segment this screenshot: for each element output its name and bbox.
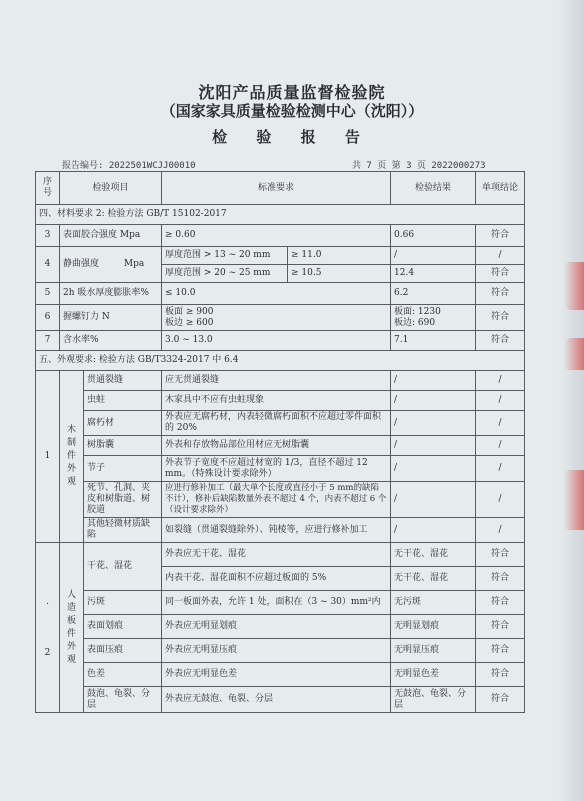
row-item: 鼓泡、龟裂、分层 [84,687,162,713]
row-seq: 7 [36,331,60,351]
category-char: 人 [66,589,76,600]
row-conclusion: / [476,518,525,543]
row-conclusion: 符合 [476,663,525,687]
row-item-unit: Mpa [123,259,145,269]
table-row [36,283,525,305]
row-standard: ≥ 0.60 [162,225,391,247]
page-count: 共 7 页 第 3 页 [352,161,426,171]
row-item: 干花、湿花 [84,543,162,591]
row-item: 表面胶合强度 Mpa [60,225,162,247]
row-seq: 5 [36,283,60,305]
row-item: 腐朽材 [84,411,162,436]
header-conclusion: 单项结论 [476,172,525,205]
row-item: 树脂囊 [84,436,162,456]
page-info [352,158,486,171]
row-standard: 外表应无鼓泡、龟裂、分层 [162,687,391,713]
row-conclusion: 符合 [476,283,525,305]
row-item: 污斑 [84,591,162,615]
row-item: 虫蛀 [84,391,162,411]
row-standard: 外表和存放物品部位用材应无树脂囊 [162,436,391,456]
table-row [36,331,525,351]
row-seq: 1 [36,371,60,543]
row-conclusion: 符合 [476,591,525,615]
row-conclusion: 符合 [476,305,525,331]
row-item: 含水率% [60,331,162,351]
row-result: 无明显色差 [391,663,476,687]
row-standard: 厚度范围 > 13 ~ 20 mm [162,247,288,265]
section-row [36,351,525,371]
header-standard: 标准要求 [162,172,391,205]
row-standard: 外表节子宽度不应超过材宽的 1/3，直径不超过 12 mm。（特殊设计要求除外） [162,456,391,482]
table-row [36,436,525,456]
row-result: / [391,436,476,456]
row-standard: 内表干花、湿花面积不应超过板面的 5% [162,567,391,591]
row-item: 其他轻微材质缺陷 [84,518,162,543]
seq-dot: . [46,596,49,607]
row-result: 无明显压痕 [391,639,476,663]
row-seq: 6 [36,305,60,331]
row-item: 表面划痕 [84,615,162,639]
row-result: 无明显划痕 [391,615,476,639]
row-standard: 应无贯通裂缝 [162,371,391,391]
row-result: / [391,371,476,391]
table-row [36,456,525,482]
row-conclusion: / [476,391,525,411]
section-appearance: 五、外观要求: 检验方法 GB/T3324-2017 中 6.4 [36,351,525,371]
row-result: / [391,482,476,518]
category-char: 造 [66,602,76,613]
row-result: / [391,247,476,265]
header-seq: 序号 [36,172,60,205]
row-standard-value: ≥ 11.0 [288,247,391,265]
row-result: / [391,411,476,436]
table-row [36,305,525,331]
result-face: 板面: 1230 [394,306,441,317]
row-standard-value: ≥ 10.5 [288,265,391,283]
row-item: 2h 吸水厚度膨胀率% [60,283,162,305]
row-standard: 如裂缝（贯通裂缝除外）、钝棱等，应进行修补加工 [162,518,391,543]
row-conclusion: 符合 [476,615,525,639]
row-seq [36,543,60,713]
row-standard: 木家具中不应有虫蛀现象 [162,391,391,411]
table-row [36,615,525,639]
row-standard: 应进行修补加工（最大单个长度或直径小于 5 mm的缺陷不计），修补后缺陷数量外表不超过 4 个，内表不超过 6 个（设计要求除外） [162,482,391,518]
row-item-label: 静曲强度 [63,259,100,269]
standard-face: 板面 ≥ 900 [165,306,214,317]
category-char: 制 [66,438,76,448]
row-result: 无干花、湿花 [391,543,476,567]
table-row [36,543,525,567]
table-row [36,687,525,713]
row-result: 0.66 [391,225,476,247]
row-standard: 厚度范围 > 20 ~ 25 mm [162,265,288,283]
row-item: 贯通裂缝 [84,371,162,391]
category-char: 观 [66,654,76,665]
row-item [60,247,162,283]
standard-edge: 板边 ≥ 600 [165,317,214,328]
seq-number: 2 [44,647,51,658]
row-item: 节子 [84,456,162,482]
row-conclusion: 符合 [476,687,525,713]
table-row [36,663,525,687]
row-standard: 3.0 ~ 13.0 [162,331,391,351]
report-number-value: 2022501WCJJ00010 [108,161,196,171]
report-code: 2022000273 [431,161,486,171]
category-char: 观 [66,477,76,487]
category-char: 板 [66,615,76,626]
row-result: 无污斑 [391,591,476,615]
institute-title: 沈阳产品质量监督检验院 [198,83,386,102]
row-result: 无鼓泡、龟裂、分层 [391,687,476,713]
table-header-row [36,172,525,205]
row-result: 6.2 [391,283,476,305]
report-number-label: 报告编号: [62,161,104,171]
row-result: 7.1 [391,331,476,351]
result-edge: 板边: 690 [394,317,436,328]
row-standard [162,305,391,331]
table-row [36,518,525,543]
row-standard: 外表应无明显压痕 [162,639,391,663]
category-char: 外 [66,641,76,652]
row-item: 色差 [84,663,162,687]
row-result: / [391,456,476,482]
category-char: 件 [66,628,76,639]
row-item: 死节、孔洞、夹皮和树脂道、树胶道 [84,482,162,518]
report-title: 检 验 报 告 [212,128,372,146]
category-wood [60,371,84,543]
row-item: 表面压痕 [84,639,162,663]
table-row [36,639,525,663]
row-conclusion: / [476,411,525,436]
row-conclusion: 符合 [476,567,525,591]
center-subtitle: （国家家具质量检验检测中心（沈阳）） [160,102,424,120]
row-standard: 外表应无腐朽材，内表轻微腐朽面积不应超过零件面积的 20% [162,411,391,436]
table-row [36,391,525,411]
row-conclusion: 符合 [476,225,525,247]
row-result: / [391,391,476,411]
category-board [60,543,84,713]
row-conclusion: 符合 [476,331,525,351]
table-row [36,371,525,391]
category-char: 外 [66,464,76,474]
table-row [36,482,525,518]
section-row [36,205,525,225]
row-result: / [391,518,476,543]
header-item: 检验项目 [60,172,162,205]
inspection-table [35,171,525,713]
row-standard: 同一板面外表，允许 1 处，面积在（3 ~ 30）mm²内 [162,591,391,615]
seal-mark-middle [564,338,584,370]
category-char: 件 [66,451,76,461]
row-standard: ≤ 10.0 [162,283,391,305]
row-result [391,305,476,331]
report-number [62,158,196,171]
table-row [36,411,525,436]
row-conclusion: / [476,456,525,482]
category-char: 木 [66,425,76,435]
row-conclusion: / [476,482,525,518]
row-conclusion: / [476,247,525,265]
row-standard: 外表应无明显划痕 [162,615,391,639]
section-material: 四、材料要求 2: 检验方法 GB/T 15102-2017 [36,205,525,225]
seal-mark-top [564,262,584,310]
table-row [36,247,525,265]
table-row [36,591,525,615]
header-result: 检验结果 [391,172,476,205]
row-standard: 外表应无明显色差 [162,663,391,687]
table-row [36,225,525,247]
row-seq: 4 [36,247,60,283]
row-result: 12.4 [391,265,476,283]
row-standard: 外表应无干花、湿花 [162,543,391,567]
seal-mark-bottom [564,470,584,530]
row-conclusion: / [476,371,525,391]
row-conclusion: / [476,436,525,456]
row-item: 握螺钉力 N [60,305,162,331]
row-conclusion: 符合 [476,639,525,663]
row-conclusion: 符合 [476,265,525,283]
row-seq: 3 [36,225,60,247]
row-result: 无干花、湿花 [391,567,476,591]
row-conclusion: 符合 [476,543,525,567]
